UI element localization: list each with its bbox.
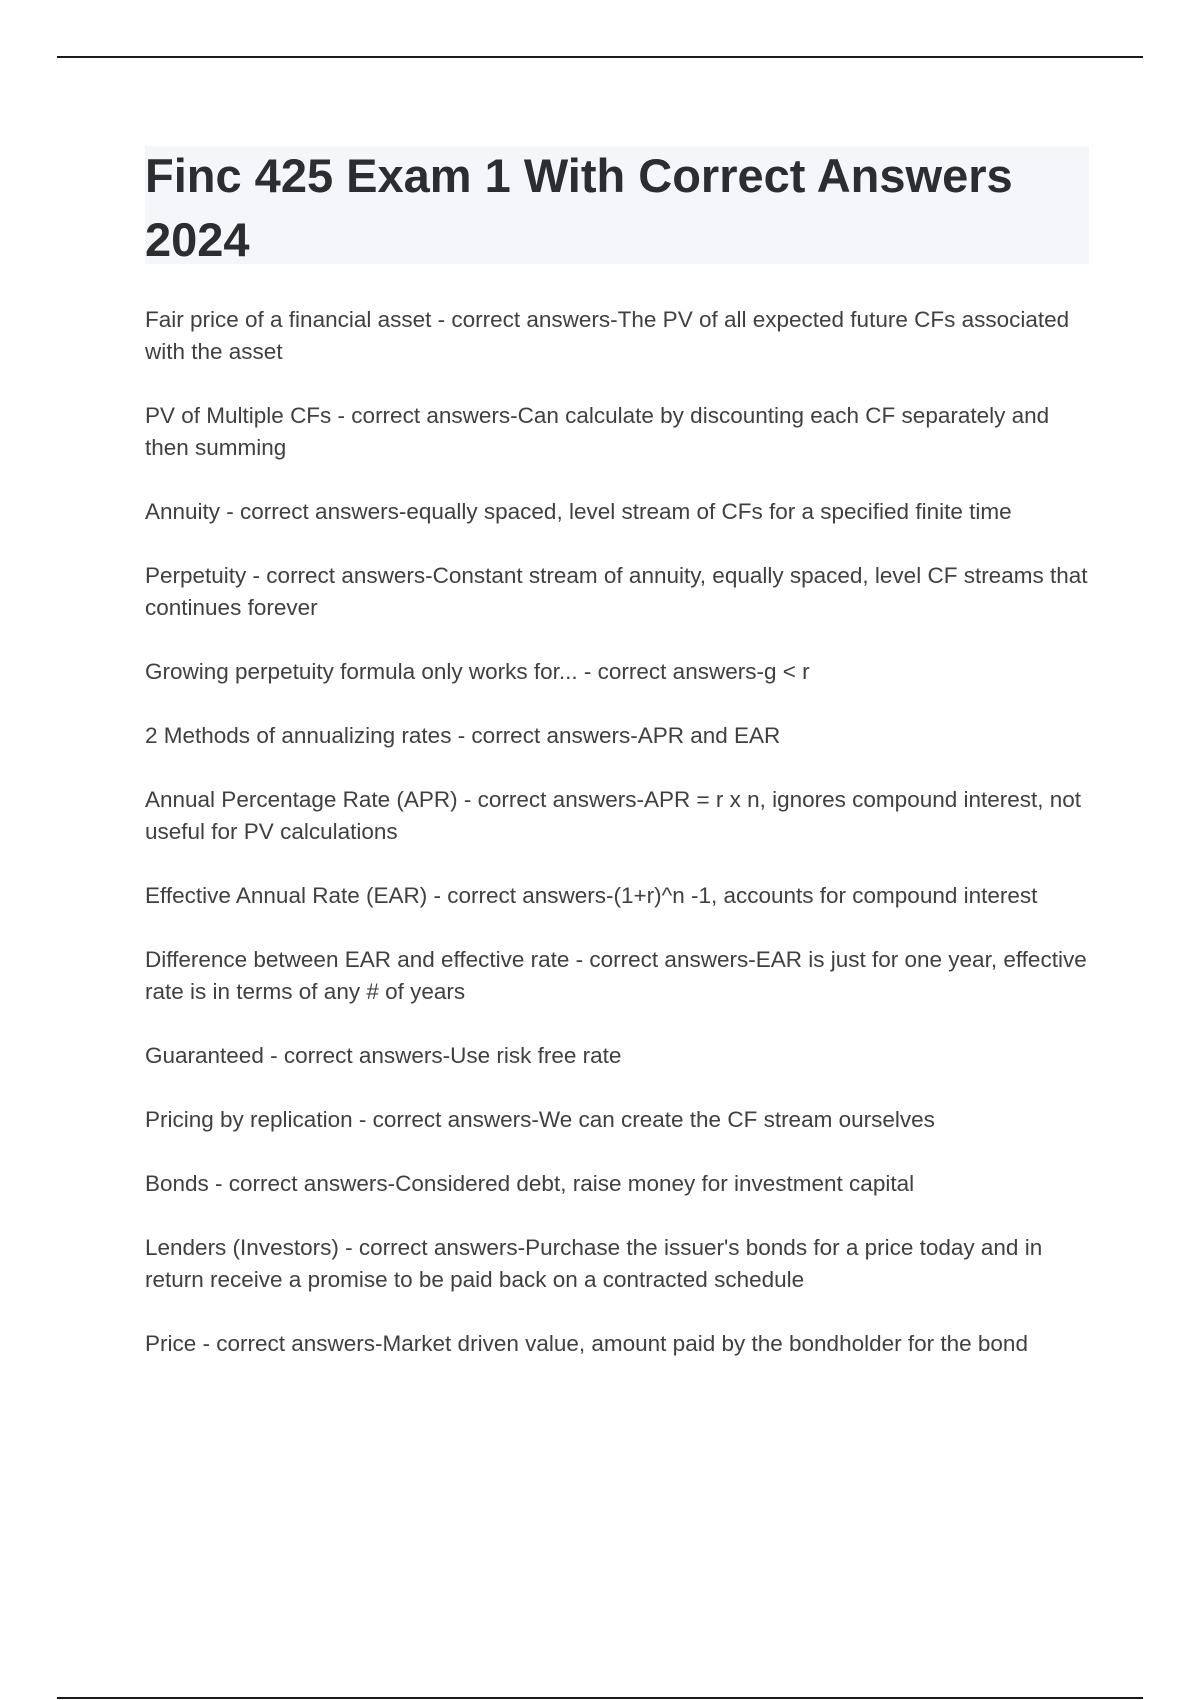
qa-item-annuity: Annuity - correct answers-equally spaced, level stream of CFs for a specified finite time — [145, 499, 1012, 524]
qa-item-pv-multiple-cfs: PV of Multiple CFs - correct answers-Can calculate by discounting each CF separately and then summing — [145, 403, 1050, 460]
bottom-divider — [57, 1697, 1143, 1699]
qa-item-replication: Pricing by replication - correct answers-We can create the CF stream ourselves — [145, 1107, 935, 1132]
qa-item-lenders: Lenders (Investors) - correct answers-Purchase the issuer's bonds for a price today and in return receive a promise to be paid back on a contracted schedule — [145, 1235, 1043, 1292]
qa-item-ear-vs-effective: Difference between EAR and effective rate - correct answers-EAR is just for one year, effective rate is in terms of any # of years — [145, 947, 1087, 1004]
qa-item-annualizing-methods: 2 Methods of annualizing rates - correct answers-APR and EAR — [145, 723, 781, 748]
qa-item-bonds: Bonds - correct answers-Considered debt, raise money for investment capital — [145, 1171, 915, 1196]
qa-item-fair-price: Fair price of a financial asset - correct answers-The PV of all expected future CFs associated with the asset — [145, 307, 1070, 364]
qa-item-guaranteed: Guaranteed - correct answers-Use risk free rate — [145, 1043, 622, 1068]
page-title: Finc 425 Exam 1 With Correct Answers 2024 — [145, 149, 1013, 266]
qa-item-growing-perpetuity: Growing perpetuity formula only works for... - correct answers-g < r — [145, 659, 810, 684]
qa-item-ear: Effective Annual Rate (EAR) - correct answers-(1+r)^n -1, accounts for compound interest — [145, 883, 1038, 908]
qa-item-price: Price - correct answers-Market driven value, amount paid by the bondholder for the bond — [145, 1331, 1028, 1356]
top-divider — [57, 56, 1143, 58]
qa-item-perpetuity: Perpetuity - correct answers-Constant stream of annuity, equally spaced, level CF streams that continues forever — [145, 563, 1088, 620]
qa-item-apr: Annual Percentage Rate (APR) - correct answers-APR = r x n, ignores compound interest, not useful for PV calculations — [145, 787, 1082, 844]
qa-list — [145, 304, 1090, 1392]
